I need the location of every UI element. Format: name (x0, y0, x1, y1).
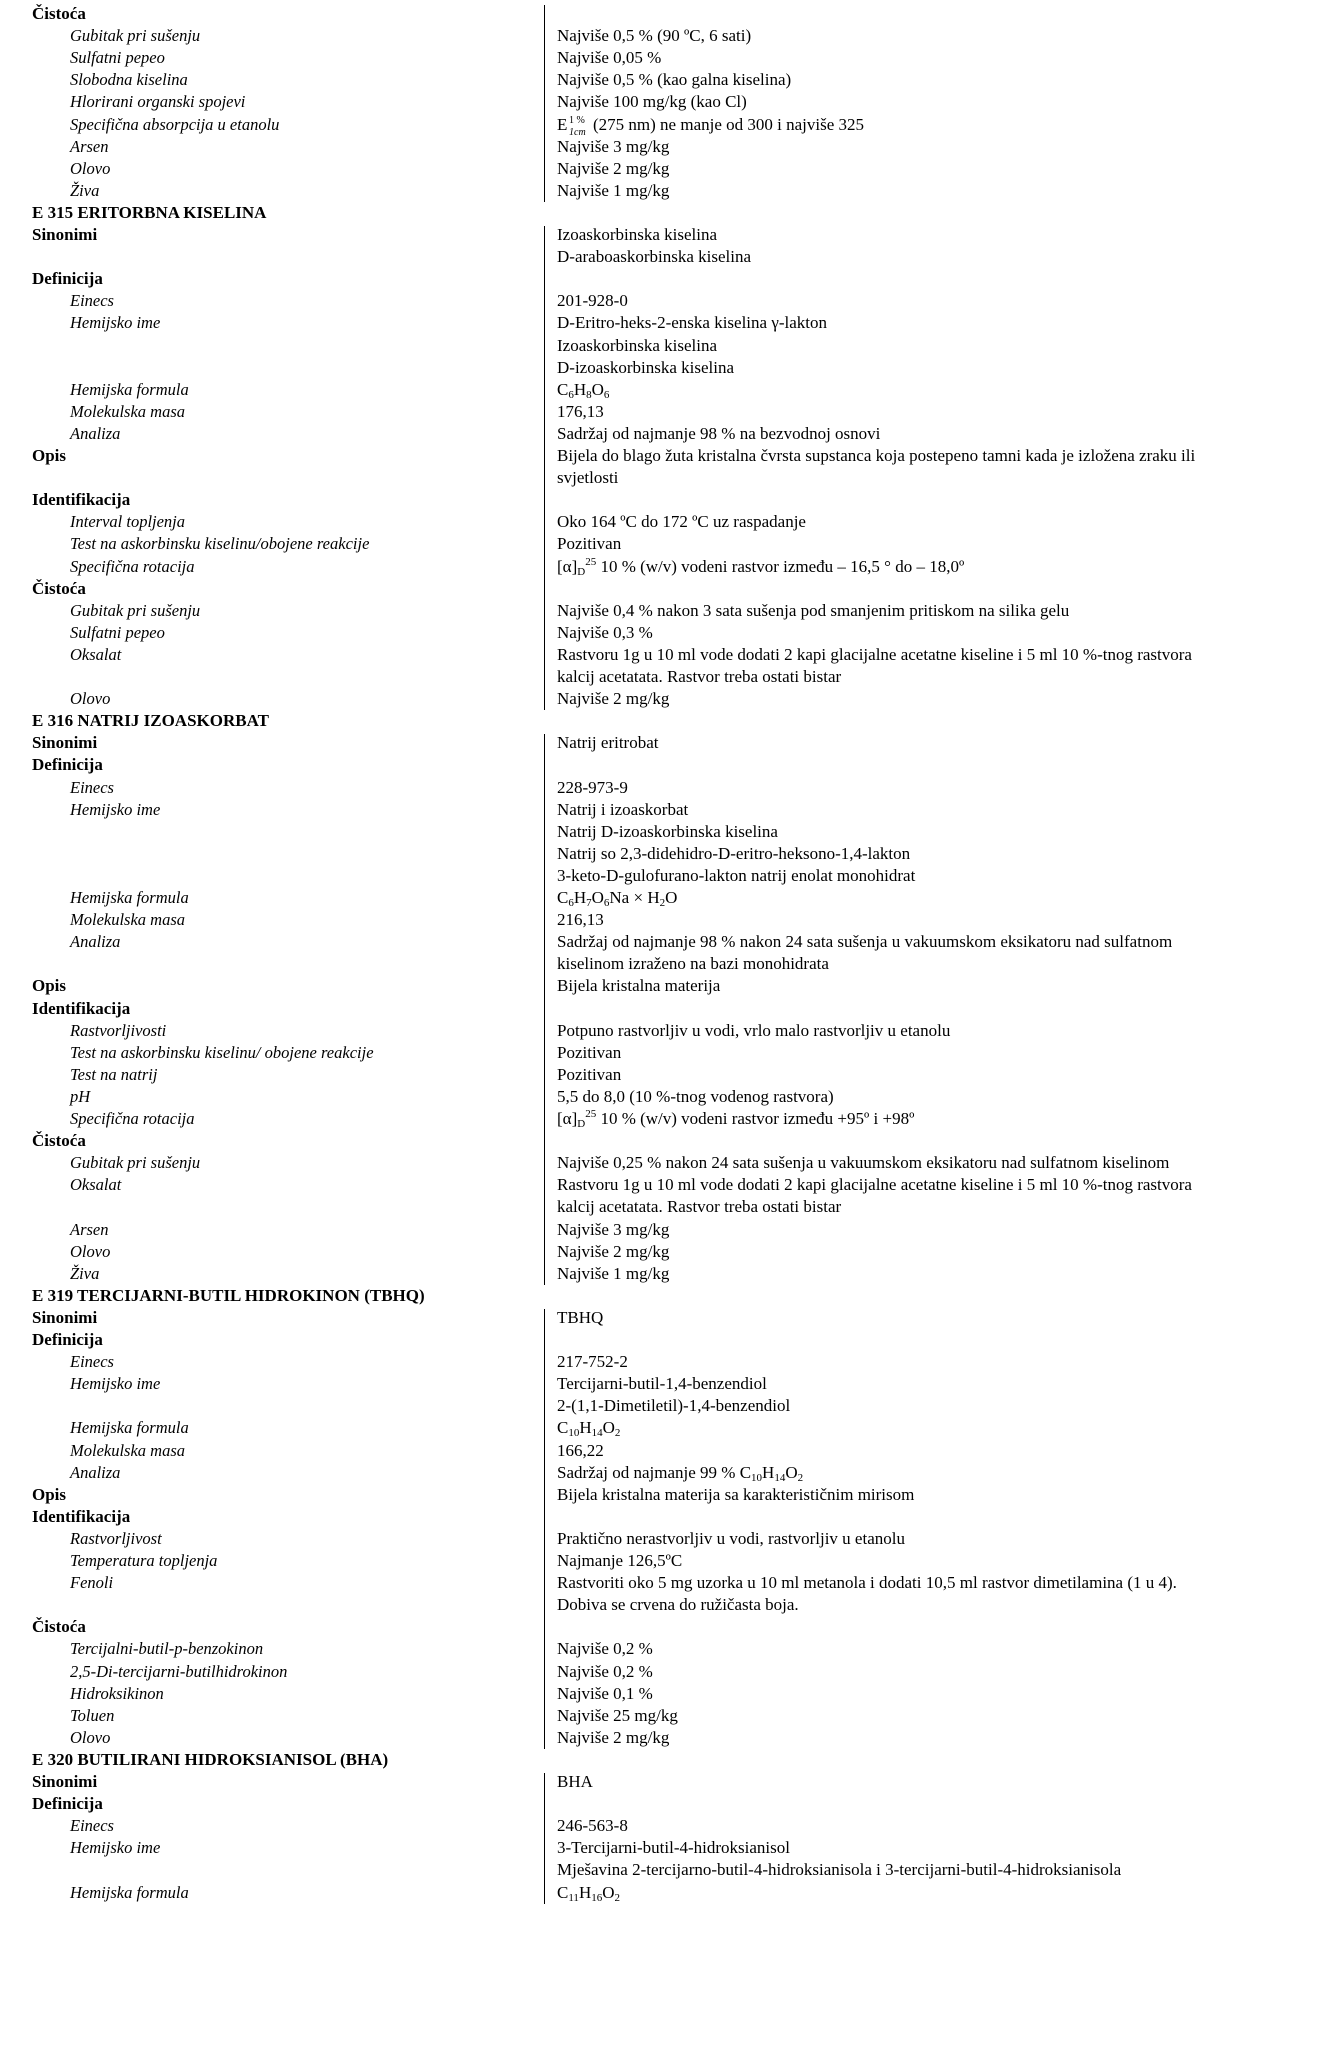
field-label: Tercijalni-butil-p-benzokinon (70, 1639, 264, 1659)
spec-row-sinonimi (0, 1307, 1340, 1329)
spec-row-hidroksikinon (0, 1683, 1340, 1705)
spec-row-continuation (0, 1859, 1340, 1881)
field-value: E 1 % 1cm (275 nm) ne manje od 300 i najviše 325 (557, 114, 865, 138)
field-label: Olovo (70, 689, 111, 709)
spec-row-gubitak-pri-susenju (0, 25, 1340, 47)
spec-row-continuation (0, 666, 1340, 688)
field-label: Hemijska formula (70, 1882, 189, 1902)
field-label: Gubitak pri sušenju (70, 26, 201, 46)
spec-row-continuation (0, 953, 1340, 975)
spec-row-ph (0, 1086, 1340, 1108)
field-label: Temperatura topljenja (70, 1551, 218, 1570)
field-label: E 319 TERCIJARNI-BUTIL HIDROKINON (TBHQ) (32, 1285, 425, 1305)
field-value: svjetlosti (557, 468, 619, 488)
field-label: Hemijsko ime (70, 313, 161, 333)
spec-row-hemijska-formula (0, 887, 1340, 909)
field-value: Bijela kristalna materija sa karakterističnim mirisom (557, 1484, 915, 1504)
spec-row-continuation (0, 467, 1340, 489)
spec-row-continuation (0, 1196, 1340, 1218)
field-value: 216,13 (557, 910, 604, 930)
field-label: Olovo (70, 1727, 111, 1747)
field-value: Najviše 2 mg/kg (557, 1241, 670, 1261)
field-value: $C_6H_8O_6$ (557, 379, 610, 401)
field-label: Čistoća (32, 578, 86, 598)
field-label: Test na natrij (70, 1064, 158, 1084)
field-value: D-araboaskorbinska kiselina (557, 247, 752, 267)
field-value: 228-973-9 (557, 777, 628, 797)
field-label: Identifikacija (32, 1506, 131, 1526)
field-label: Specifična absorpcija u etanolu (70, 114, 280, 134)
spec-row-identifikacija (0, 1506, 1340, 1528)
field-label: Opis (32, 1484, 67, 1504)
field-value: Najviše 100 mg/kg (kao Cl) (557, 92, 747, 112)
field-label: Hemijska formula (70, 1418, 189, 1438)
spec-row-sulfatni-pepeo (0, 47, 1340, 69)
column-divider (544, 1773, 545, 1904)
field-label: Specifična rotacija (70, 1109, 195, 1128)
field-label: Hemijsko ime (70, 1838, 161, 1858)
spec-row-definicija (0, 754, 1340, 776)
spec-row-sinonimi (0, 732, 1340, 754)
field-value: Izoaskorbinska kiselina (557, 225, 718, 244)
field-value: $C_{10}H_{14}O_2$ (557, 1418, 621, 1440)
column-divider (544, 226, 545, 710)
field-value: kalcij acetatata. Rastvor treba ostati bistar (557, 667, 842, 686)
spec-row-ziva (0, 1263, 1340, 1285)
field-label: Rastvorljivosti (70, 1020, 167, 1040)
field-value: Najviše 0,05 % (557, 48, 662, 68)
field-value: Natrij so 2,3-didehidro-D-eritro-heksono-1,4-lakton (557, 843, 911, 863)
field-value: Oko 164 ºC do 172 ºC uz raspadanje (557, 512, 806, 532)
spec-row-hlorirani-organski-spojevi (0, 91, 1340, 113)
spec-row-test-na-natrij (0, 1064, 1340, 1086)
field-value: Dobiva se crvena do ružičasta boja. (557, 1595, 799, 1615)
spec-row-toluen (0, 1705, 1340, 1727)
spec-row-hemijska-formula (0, 379, 1340, 401)
field-label: Sinonimi (32, 1772, 98, 1791)
spec-row-oksalat (0, 644, 1340, 666)
field-value: 176,13 (557, 401, 604, 421)
field-value: Izoaskorbinska kiselina (557, 335, 718, 355)
field-label: E 320 BUTILIRANI HIDROKSIANISOL (BHA) (32, 1749, 389, 1769)
spec-row-specificna-rotacija (0, 1108, 1340, 1130)
spec-row-continuation (0, 843, 1340, 865)
field-label: Sinonimi (32, 225, 98, 244)
spec-row-definicija (0, 1793, 1340, 1815)
field-label: Opis (32, 976, 67, 996)
field-value: 5,5 do 8,0 (10 %-tnog vodenog rastvora) (557, 1086, 834, 1106)
field-value: Najviše 0,2 % (557, 1661, 653, 1681)
field-value: Rastvoru 1g u 10 ml vode dodati 2 kapi glacijalne acetatne kiseline i 5 ml 10 %-tnog rastvora (557, 644, 1192, 664)
field-label: Molekulska masa (70, 910, 186, 930)
spec-row-einecs (0, 1351, 1340, 1373)
field-value: BHA (557, 1772, 593, 1791)
spec-row-olovo (0, 688, 1340, 710)
field-value: Najviše 1 mg/kg (557, 180, 670, 200)
spec-row-hemijsko-ime (0, 312, 1340, 334)
field-label: pH (70, 1086, 91, 1106)
spec-row-2-5-di-tercijarni-butilhidrokinon (0, 1661, 1340, 1683)
field-label: Opis (32, 446, 67, 465)
field-value: Najviše 2 mg/kg (557, 689, 670, 709)
field-value: Natrij eritrobat (557, 733, 659, 753)
field-label: Hlorirani organski spojevi (70, 92, 246, 112)
spec-row-opis (0, 975, 1340, 997)
field-value: Mješavina 2-tercijarno-butil-4-hidroksianisola i 3-tercijarni-butil-4-hidroksianisola (557, 1860, 1122, 1880)
field-value: Sadržaj od najmanje 98 % na bezvodnoj osnovi (557, 423, 881, 443)
field-label: Definicija (32, 269, 103, 289)
spec-row-continuation (0, 246, 1340, 268)
field-value: $C_{11}H_{16}O_2$ (557, 1882, 620, 1904)
spec-row-cistoca (0, 1130, 1340, 1152)
field-value: Sadržaj od najmanje 99 % $C_{10}H_{14}O_2$ (557, 1462, 804, 1484)
field-value: TBHQ (557, 1307, 604, 1327)
spec-row-analiza (0, 1462, 1340, 1484)
spec-row-opis (0, 1484, 1340, 1506)
spec-row-gubitak-pri-susenju (0, 600, 1340, 622)
field-value: Rastvoriti oko 5 mg uzorka u 10 ml metanola i dodati 10,5 ml rastvor dimetilamina (1 u 4). (557, 1573, 1177, 1593)
field-label: Hidroksikinon (70, 1683, 164, 1703)
field-value: Najviše 0,5 % (90 ºC, 6 sati) (557, 26, 752, 46)
field-value: Najviše 0,4 % nakon 3 sata sušenja pod smanjenim pritiskom na silika gelu (557, 600, 1070, 620)
field-value: Pozitivan (557, 534, 622, 554)
field-value: kalcij acetatata. Rastvor treba ostati bistar (557, 1197, 842, 1217)
spec-row-hemijska-formula (0, 1882, 1340, 1904)
field-value: 3-keto-D-gulofurano-lakton natrij enolat monohidrat (557, 865, 916, 885)
field-value: D-izoaskorbinska kiselina (557, 357, 735, 377)
field-value: 166,22 (557, 1440, 604, 1460)
column-divider (544, 1309, 545, 1749)
spec-row-cistoca (0, 578, 1340, 600)
spec-row-cistoca (0, 3, 1340, 25)
field-value: Najviše 3 mg/kg (557, 136, 670, 156)
spec-row-specificna-absorpcija-u-etanolu (0, 114, 1340, 136)
field-label: Živa (70, 1263, 100, 1283)
spec-row-test-na-askorbinsku-kiselinu-obojene-reakcije (0, 1042, 1340, 1064)
spec-row-sulfatni-pepeo (0, 622, 1340, 644)
field-value: Sadržaj od najmanje 98 % nakon 24 sata sušenja u vakuumskom eksikatoru nad sulfatnom (557, 932, 1173, 952)
spec-row-fenoli (0, 1572, 1340, 1594)
field-value: Bijela kristalna materija (557, 976, 721, 996)
section-heading (0, 710, 1340, 732)
field-value: Najviše 0,2 % (557, 1639, 653, 1659)
spec-row-einecs (0, 1815, 1340, 1837)
field-label: Molekulska masa (70, 401, 186, 421)
spec-row-arsen (0, 1219, 1340, 1241)
field-label: Olovo (70, 158, 111, 178)
field-label: Molekulska masa (70, 1440, 186, 1460)
field-label: Test na askorbinsku kiselinu/obojene reakcije (70, 534, 370, 554)
field-label: Einecs (70, 777, 114, 797)
field-label: Sulfatni pepeo (70, 622, 165, 642)
field-value: Rastvoru 1g u 10 ml vode dodati 2 kapi glacijalne acetatne kiseline i 5 ml 10 %-tnog rastvora (557, 1175, 1192, 1195)
field-label: Hemijsko ime (70, 799, 161, 819)
field-value: kiselinom izraženo na bazi monohidrata (557, 954, 829, 974)
field-value: Najmanje 126,5ºC (557, 1551, 683, 1570)
field-label: Test na askorbinsku kiselinu/ obojene reakcije (70, 1042, 374, 1062)
field-value: Najviše 0,3 % (557, 622, 653, 642)
field-label: Hemijska formula (70, 379, 189, 399)
field-label: Čistoća (32, 1617, 86, 1637)
field-label: Identifikacija (32, 490, 131, 510)
spec-row-interval-topljenja (0, 511, 1340, 533)
field-value: Pozitivan (557, 1064, 622, 1084)
spec-row-einecs (0, 290, 1340, 312)
field-label: Einecs (70, 291, 114, 311)
field-label: Gubitak pri sušenju (70, 1153, 201, 1173)
field-label: Einecs (70, 1816, 114, 1836)
spec-row-definicija (0, 268, 1340, 290)
field-label: Analiza (70, 423, 121, 443)
field-label: Sinonimi (32, 733, 98, 753)
field-label: Toluen (70, 1705, 115, 1725)
field-value: Bijela do blago žuta kristalna čvrsta supstanca koja postepeno tamni kada je izložena zraku ili (557, 446, 1196, 465)
spec-row-temperatura-topljenja (0, 1550, 1340, 1572)
field-value: $[\alpha]_D^{25}$ 10 % (w/v) vodeni rastvor između – 16,5 ° do – 18,0º (557, 555, 965, 578)
spec-row-cistoca (0, 1616, 1340, 1638)
field-label: Fenoli (70, 1573, 114, 1593)
spec-row-gubitak-pri-susenju (0, 1152, 1340, 1174)
spec-row-einecs (0, 777, 1340, 799)
field-value: 246-563-8 (557, 1816, 628, 1836)
section-heading (0, 1285, 1340, 1307)
spec-row-sinonimi (0, 224, 1340, 246)
spec-row-slobodna-kiselina (0, 69, 1340, 91)
spec-row-arsen (0, 136, 1340, 158)
column-divider (544, 734, 545, 1285)
field-value: Tercijarni-butil-1,4-benzendiol (557, 1374, 767, 1394)
field-value: Najviše 0,1 % (557, 1683, 653, 1703)
field-label: Slobodna kiselina (70, 70, 188, 90)
spec-row-hemijsko-ime (0, 1373, 1340, 1395)
spec-row-molekulska-masa (0, 1440, 1340, 1462)
field-value: Najviše 1 mg/kg (557, 1263, 670, 1283)
field-value: 217-752-2 (557, 1352, 628, 1372)
field-label: Specifična rotacija (70, 556, 195, 576)
spec-row-test-na-askorbinsku-kiselinu-obojene-reakcije (0, 533, 1340, 555)
field-value: $[\alpha]_D^{25}$ 10 % (w/v) vodeni rastvor između +95º i +98º (557, 1108, 915, 1130)
field-label: Čistoća (32, 1131, 86, 1151)
spec-row-continuation (0, 865, 1340, 887)
field-label: Einecs (70, 1352, 114, 1372)
spec-row-definicija (0, 1329, 1340, 1351)
field-value: Najviše 2 mg/kg (557, 158, 670, 178)
spec-row-tercijalni-butil-p-benzokinon (0, 1638, 1340, 1660)
spec-row-sinonimi (0, 1771, 1340, 1793)
field-label: Sulfatni pepeo (70, 48, 165, 68)
field-label: Gubitak pri sušenju (70, 600, 201, 620)
field-label: Hemijska formula (70, 888, 189, 907)
spec-row-identifikacija (0, 489, 1340, 511)
field-label: Hemijsko ime (70, 1374, 161, 1394)
field-value: Natrij i izoaskorbat (557, 799, 689, 819)
spec-row-continuation (0, 1594, 1340, 1616)
spec-row-molekulska-masa (0, 909, 1340, 931)
field-value: Najviše 2 mg/kg (557, 1727, 670, 1747)
spec-row-hemijsko-ime (0, 799, 1340, 821)
spec-row-continuation (0, 357, 1340, 379)
field-label: Definicija (32, 755, 103, 775)
field-value: Najviše 0,5 % (kao galna kiselina) (557, 70, 792, 90)
spec-row-continuation (0, 821, 1340, 843)
section-heading (0, 202, 1340, 224)
spec-row-olovo (0, 158, 1340, 180)
spec-row-continuation (0, 1395, 1340, 1417)
spec-row-opis (0, 445, 1340, 467)
field-value: Praktično nerastvorljiv u vodi, rastvorljiv u etanolu (557, 1528, 905, 1548)
spec-row-identifikacija (0, 998, 1340, 1020)
field-label: Definicija (32, 1330, 103, 1349)
field-value: $C_6H_7O_6Na \times H_2O$ (557, 888, 678, 909)
field-value: Najviše 0,25 % nakon 24 sata sušenja u vakuumskom eksikatoru nad sulfatnom kiselinom (557, 1153, 1170, 1173)
field-label: Sinonimi (32, 1307, 98, 1327)
spec-row-continuation (0, 335, 1340, 357)
spec-row-hemijsko-ime (0, 1837, 1340, 1859)
spec-row-ziva (0, 180, 1340, 202)
column-divider (544, 5, 545, 202)
field-value: D-Eritro-heks-2-enska kiselina γ-lakton (557, 313, 827, 333)
spec-row-analiza (0, 931, 1340, 953)
field-label: Živa (70, 180, 100, 200)
spec-row-rastvorljivosti (0, 1020, 1340, 1042)
field-value: Najviše 3 mg/kg (557, 1219, 670, 1239)
field-value: 3-Tercijarni-butil-4-hidroksianisol (557, 1838, 790, 1858)
field-label: Interval topljenja (70, 512, 186, 532)
field-label: Analiza (70, 932, 121, 952)
spec-row-olovo (0, 1241, 1340, 1263)
field-label: Definicija (32, 1794, 103, 1814)
spec-row-hemijska-formula (0, 1417, 1340, 1439)
spec-row-specificna-rotacija (0, 556, 1340, 578)
field-value: Najviše 25 mg/kg (557, 1705, 678, 1725)
field-value: 2-(1,1-Dimetiletil)-1,4-benzendiol (557, 1396, 791, 1416)
spec-row-rastvorljivost (0, 1528, 1340, 1550)
field-label: Oksalat (70, 644, 122, 664)
field-label: E 315 ERITORBNA KISELINA (32, 202, 267, 222)
field-value: Natrij D-izoaskorbinska kiselina (557, 821, 778, 841)
field-label: Olovo (70, 1241, 111, 1261)
section-heading (0, 1749, 1340, 1771)
spec-row-olovo (0, 1727, 1340, 1749)
spec-row-analiza (0, 423, 1340, 445)
field-label: Arsen (70, 136, 109, 156)
field-label: Arsen (70, 1219, 109, 1239)
field-label: Rastvorljivost (70, 1528, 162, 1548)
field-label: Čistoća (32, 4, 86, 23)
field-value: Potpuno rastvorljiv u vodi, vrlo malo rastvorljiv u etanolu (557, 1020, 951, 1040)
field-label: E 316 NATRIJ IZOASKORBAT (32, 711, 269, 731)
spec-row-oksalat (0, 1174, 1340, 1196)
field-label: Identifikacija (32, 998, 131, 1018)
field-label: 2,5-Di-tercijarni-butilhidrokinon (70, 1661, 288, 1681)
field-value: 201-928-0 (557, 291, 628, 311)
field-label: Oksalat (70, 1175, 122, 1195)
spec-row-molekulska-masa (0, 401, 1340, 423)
field-value: Pozitivan (557, 1042, 622, 1062)
field-label: Analiza (70, 1462, 121, 1482)
